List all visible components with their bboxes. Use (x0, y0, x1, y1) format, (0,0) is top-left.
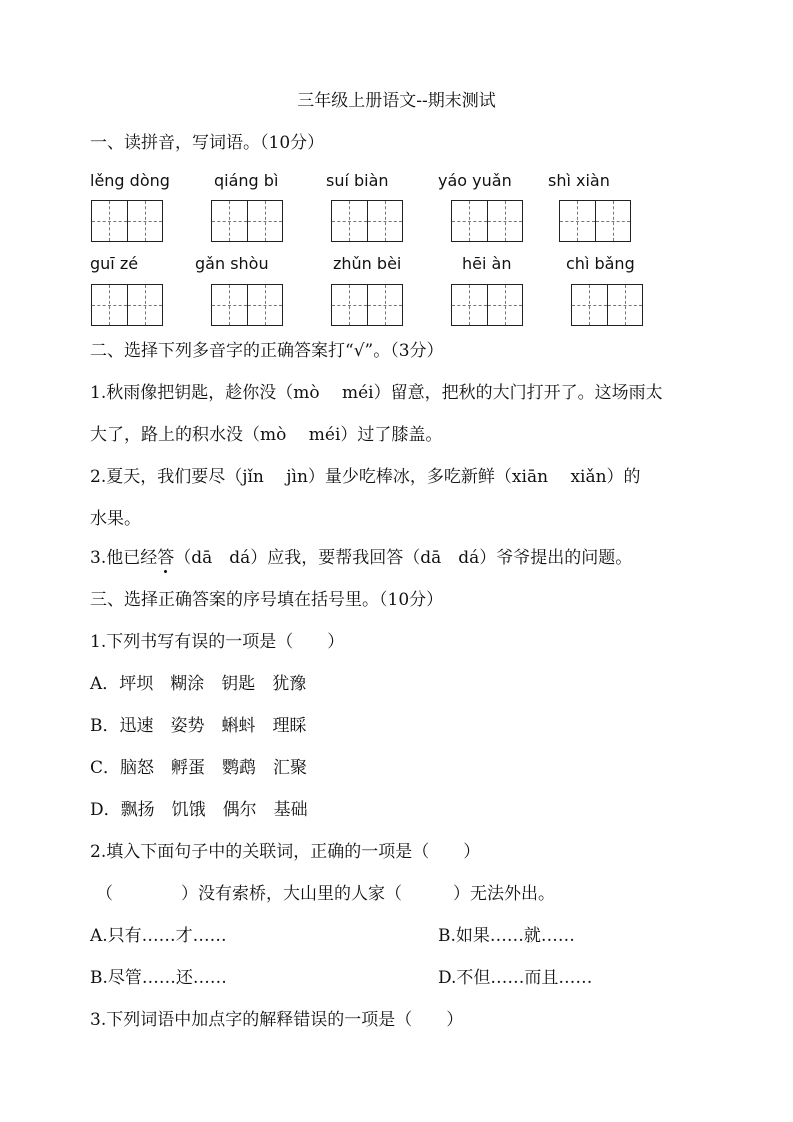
writing-grid-1[interactable] (91, 200, 163, 242)
writing-grid-9[interactable] (451, 284, 523, 326)
pinyin-3: suí biàn (326, 171, 389, 190)
writing-grid-3[interactable] (331, 200, 403, 242)
writing-grid-8[interactable] (331, 284, 403, 326)
pinyin-9: hēi àn (462, 254, 512, 273)
section1-heading: 一、读拼音，写词语。（10分） (90, 133, 325, 153)
q1-option-b: B．迅速 姿势 蝌蚪 理睬 (90, 716, 307, 736)
section3-heading: 三、选择正确答案的序号填在括号里。（10分） (90, 590, 444, 610)
q3-prefix: 3.他已经 (90, 548, 158, 568)
page-title: 三年级上册语文--期末测试 (297, 91, 496, 111)
pinyin-1: lěng dòng (90, 171, 170, 190)
q1-option-d: D．飘扬 饥饿 偶尔 基础 (90, 800, 308, 820)
q2-sentence: （ ）没有索桥，大山里的人家（ ）无法外出。 (96, 884, 555, 904)
q2-option-d: D.不但……而且…… (438, 968, 593, 988)
pinyin-5: shì xiàn (548, 171, 610, 190)
writing-grid-5[interactable] (559, 200, 631, 242)
pinyin-8: zhǔn bèi (333, 254, 402, 273)
section3-q1: 1.下列书写有误的一项是（ ） (90, 632, 345, 652)
section3-q2: 2.填入下面句子中的关联词，正确的一项是（ ） (90, 842, 481, 862)
q2-option-a: A.只有……才…… (90, 926, 227, 946)
writing-grid-4[interactable] (451, 200, 523, 242)
q1-option-c: C．脑怒 孵蛋 鹦鹉 汇聚 (90, 758, 308, 778)
section3-q3: 3.下列词语中加点字的解释错误的一项是（ ） (90, 1010, 464, 1030)
section2-q1-line1: 1.秋雨像把钥匙，趁你没（mò méi）留意，把秋的大门打开了。这场雨太 (90, 383, 663, 403)
writing-grid-10[interactable] (571, 284, 643, 326)
q2-option-c: B.尽管……还…… (90, 968, 227, 988)
section2-heading: 二、选择下列多音字的正确答案打“√”。（3分） (90, 341, 444, 361)
writing-grid-2[interactable] (211, 200, 283, 242)
section2-q3 (90, 543, 632, 568)
pinyin-10: chì bǎng (566, 254, 635, 273)
pinyin-6: guī zé (90, 254, 139, 273)
q3-suffix: （dā dá）应我，要帮我回答（dā dá）爷爷提出的问题。 (174, 548, 633, 568)
writing-grid-6[interactable] (91, 284, 163, 326)
q1-option-a: A．坪坝 糊涂 钥匙 犹豫 (90, 674, 307, 694)
q3-dotted-char: 答 (157, 548, 175, 568)
pinyin-4: yáo yuǎn (438, 171, 512, 190)
writing-grid-7[interactable] (211, 284, 283, 326)
pinyin-2: qiáng bì (214, 171, 279, 190)
q2-option-b: B.如果……就…… (438, 926, 575, 946)
section2-q1-line2: 大了，路上的积水没（mò méi）过了膝盖。 (90, 425, 443, 445)
section2-q2-line1: 2.夏天，我们要尽（jǐn jìn）量少吃棒冰，多吃新鲜（xiān xiǎn）的 (90, 467, 641, 487)
section2-q2-line2: 水果。 (90, 509, 141, 529)
pinyin-7: gǎn shòu (195, 254, 269, 273)
